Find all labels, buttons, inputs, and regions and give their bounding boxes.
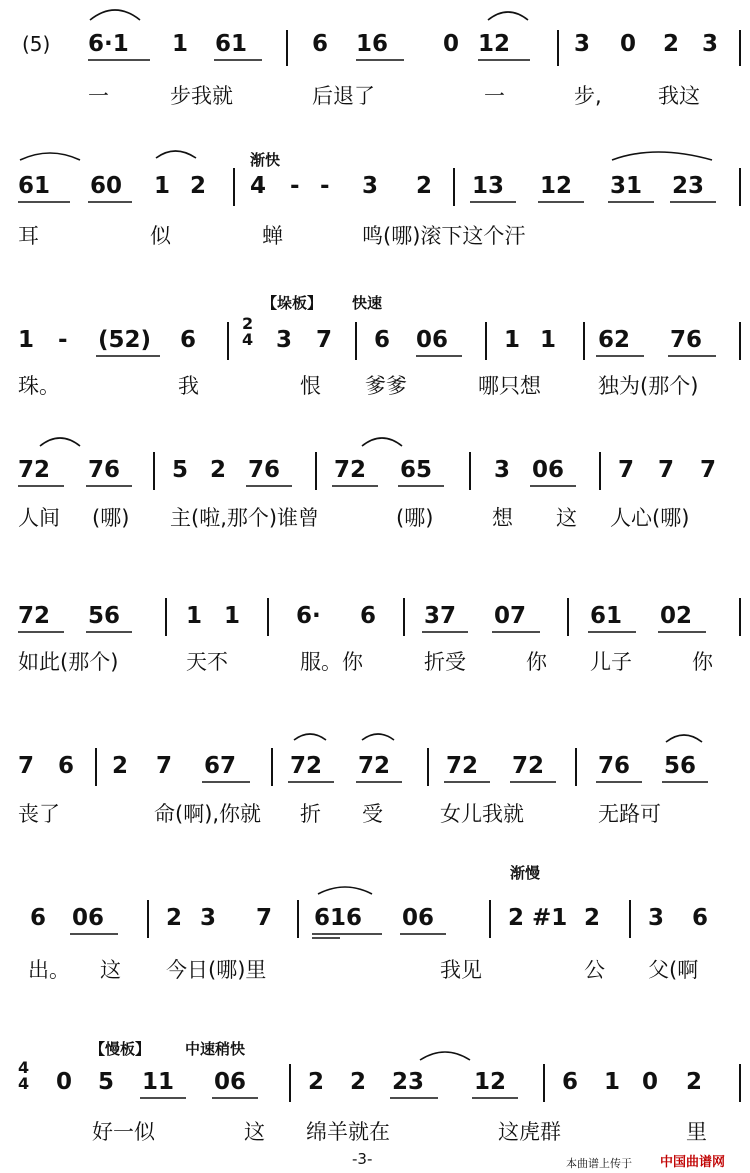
notes-measure: 3	[648, 905, 665, 931]
notes-measure: 3	[200, 905, 217, 931]
notes-measure: 5	[172, 457, 189, 483]
notes-measure: 31	[610, 173, 643, 199]
lyric: 哪只想	[478, 374, 541, 398]
notes-measure: 62	[598, 327, 631, 353]
notes-measure: 7	[658, 457, 675, 483]
notes-measure: 3	[362, 173, 379, 199]
lyric: 主(啦,那个)谁曾	[170, 506, 320, 530]
lyric: 人间	[18, 506, 60, 530]
notes-measure: 2	[190, 173, 207, 199]
notes-measure: 7	[316, 327, 333, 353]
notes-measure: 7	[18, 753, 35, 779]
lyric: 人心(哪)	[610, 506, 690, 530]
lyric: (哪)	[92, 506, 130, 530]
lyric: 我见	[440, 958, 482, 982]
notes-measure: 2	[308, 1069, 325, 1095]
lyric: 这	[556, 506, 577, 530]
lyric: 好一似	[92, 1120, 155, 1144]
notation-line	[0, 752, 750, 792]
notes-measure: 06	[416, 327, 449, 353]
lyrics-line	[0, 956, 750, 992]
tempo-marker-ritardando: 渐慢	[510, 864, 541, 882]
notes-measure: 56	[664, 753, 697, 779]
notes-measure: 76	[88, 457, 121, 483]
lyric: 今日(哪)里	[166, 958, 267, 982]
notes-measure: 56	[88, 603, 121, 629]
notes-measure: 06	[402, 905, 435, 931]
notes-measure: 72	[446, 753, 479, 779]
notes-measure: 02	[660, 603, 693, 629]
lyrics-line	[0, 648, 750, 684]
lyric: 后退了	[312, 84, 375, 108]
lyric: 儿子	[590, 650, 632, 674]
lyric: 耳	[18, 224, 39, 248]
notes-measure: 11	[142, 1069, 175, 1095]
notes-measure: 23	[392, 1069, 425, 1095]
notes-measure: 1	[172, 31, 189, 57]
lyric: 想	[492, 506, 513, 530]
notation-line	[0, 602, 750, 642]
notes-measure: 72	[358, 753, 391, 779]
notes-measure: 2	[112, 753, 129, 779]
notes-measure: 16	[356, 31, 389, 57]
section-marker-duoban: 【垛板】	[262, 294, 323, 312]
notes-measure: 13	[472, 173, 505, 199]
lyrics-line	[0, 222, 750, 258]
notation-line	[0, 314, 750, 366]
upload-note: 本曲谱上传于	[566, 1157, 632, 1170]
notes-measure: 0	[620, 31, 637, 57]
notes-measure: 1	[18, 327, 35, 353]
lyric: 折受	[424, 650, 466, 674]
notes-measure: 6·1	[88, 31, 129, 57]
notes-measure: 1	[604, 1069, 621, 1095]
notes-measure: 7	[700, 457, 717, 483]
lyric: 我这	[658, 84, 700, 108]
notes-measure: 2	[508, 905, 525, 931]
lyric: 一	[88, 84, 109, 108]
notes-measure: 2	[584, 905, 601, 931]
notes-measure: 6	[374, 327, 391, 353]
tempo-marker-moderate: 中速稍快	[185, 1040, 246, 1058]
notes-measure: 7	[256, 905, 273, 931]
notes-measure: 3	[574, 31, 591, 57]
lyric: 出。	[28, 958, 70, 982]
notes-measure: 72	[18, 457, 51, 483]
lyric: 蝉	[262, 224, 283, 248]
notes-measure: 7	[156, 753, 173, 779]
time-signature: 4 4	[18, 1058, 30, 1093]
notes-measure: 65	[400, 457, 433, 483]
notes-measure: 3	[276, 327, 293, 353]
notes-measure: 6	[360, 603, 377, 629]
lyric: 鸣(哪)滚下这个汗	[362, 224, 526, 248]
notes-measure: 2	[166, 905, 183, 931]
notes-measure: -	[58, 327, 68, 353]
lyric: 父(啊	[648, 958, 699, 982]
notes-measure: 23	[672, 173, 705, 199]
lyric: 这	[244, 1120, 265, 1144]
notation-line	[0, 456, 750, 496]
notes-measure: 37	[424, 603, 457, 629]
lyric: 我	[178, 374, 199, 398]
lyric: 这虎群	[498, 1120, 561, 1144]
notes-measure: 2	[416, 173, 433, 199]
section-marker-manban: 【慢板】	[90, 1040, 151, 1058]
notes-measure: 6	[180, 327, 197, 353]
lyric: 如此(那个)	[18, 650, 119, 674]
lyric: 绵羊就在	[306, 1120, 390, 1144]
notation-line	[0, 30, 750, 70]
lyrics-line	[0, 1118, 750, 1154]
notes-measure: 06	[72, 905, 105, 931]
notes-measure: 2	[686, 1069, 703, 1095]
notes-measure: 07	[494, 603, 527, 629]
notes-measure: 6	[692, 905, 709, 931]
notes-measure: 76	[670, 327, 703, 353]
notes-measure: 1	[540, 327, 557, 353]
notes-measure: 72	[18, 603, 51, 629]
notes-measure: 0	[56, 1069, 73, 1095]
lyrics-line	[0, 82, 750, 118]
notation-line	[0, 904, 750, 944]
lyrics-line	[0, 800, 750, 836]
lyrics-line	[0, 504, 750, 540]
notes-measure: 4	[250, 173, 267, 199]
notes-measure: 2	[210, 457, 227, 483]
notes-measure: 76	[248, 457, 281, 483]
notes-measure: 6·	[296, 603, 321, 629]
notes-measure: 12	[540, 173, 573, 199]
notes-measure: 3	[494, 457, 511, 483]
lyric: 你	[692, 650, 713, 674]
lyric: 受	[362, 802, 383, 826]
notation-line	[0, 1058, 750, 1108]
notes-measure: -	[290, 173, 300, 199]
lyric: 命(啊),你就	[154, 802, 262, 826]
notes-measure: 06	[214, 1069, 247, 1095]
lyric: 丧了	[18, 802, 60, 826]
tempo-marker-accelerando: 渐快	[250, 151, 281, 169]
notes-measure: 61	[215, 31, 248, 57]
notes-measure: 60	[90, 173, 123, 199]
lyric: 似	[150, 224, 171, 248]
notes-measure: 6	[562, 1069, 579, 1095]
lyric: 服。你	[300, 650, 363, 674]
notes-measure: 616	[314, 905, 363, 931]
lyric: 恨	[300, 374, 321, 398]
notes-measure: 2	[350, 1069, 367, 1095]
lyric: 爹爹	[365, 374, 407, 398]
site-logo: 中国曲谱网	[660, 1155, 726, 1170]
notes-measure: 67	[204, 753, 237, 779]
lyric: 步,	[574, 84, 602, 108]
notes-measure: 1	[186, 603, 203, 629]
notes-measure: 12	[474, 1069, 507, 1095]
lyric: 这	[100, 958, 121, 982]
lyric: 你	[526, 650, 547, 674]
notes-measure: 6	[30, 905, 47, 931]
notes-measure: 1	[504, 327, 521, 353]
lyrics-line	[0, 372, 750, 408]
notation-line	[0, 172, 750, 212]
page-number: -3-	[352, 1150, 373, 1168]
lyric: 独为(那个)	[598, 374, 699, 398]
notes-measure: 61	[18, 173, 51, 199]
notes-measure: 1	[224, 603, 241, 629]
line-label: (5)	[22, 32, 51, 56]
notes-measure: 6	[58, 753, 75, 779]
notes-measure: 1	[154, 173, 171, 199]
notes-measure: 72	[290, 753, 323, 779]
notes-measure: 3	[702, 31, 719, 57]
lyric: 珠。	[18, 374, 60, 398]
lyric: 无路可	[598, 802, 661, 826]
notes-measure: 72	[334, 457, 367, 483]
lyric: 女儿我就	[440, 802, 524, 826]
notes-measure: 61	[590, 603, 623, 629]
lyric: 一	[484, 84, 505, 108]
notes-measure: (52)	[98, 327, 152, 353]
notes-measure: 12	[478, 31, 511, 57]
lyric: 公	[584, 958, 605, 982]
notes-measure: 2	[663, 31, 680, 57]
lyric: 天不	[186, 650, 228, 674]
notes-measure: -	[320, 173, 330, 199]
notes-measure: 6	[312, 31, 329, 57]
notes-measure: 7	[618, 457, 635, 483]
lyric: (哪)	[396, 506, 434, 530]
notes-measure: 5	[98, 1069, 115, 1095]
notes-measure: 0	[642, 1069, 659, 1095]
notes-measure: 72	[512, 753, 545, 779]
notes-measure: 76	[598, 753, 631, 779]
lyric: 里	[686, 1120, 707, 1144]
lyric: 步我就	[170, 84, 233, 108]
time-signature: 2 4	[242, 314, 254, 349]
tempo-marker-fast: 快速	[352, 294, 383, 312]
notes-measure: #1	[532, 905, 568, 931]
lyric: 折	[300, 802, 321, 826]
notes-measure: 0	[443, 31, 460, 57]
notes-measure: 06	[532, 457, 565, 483]
